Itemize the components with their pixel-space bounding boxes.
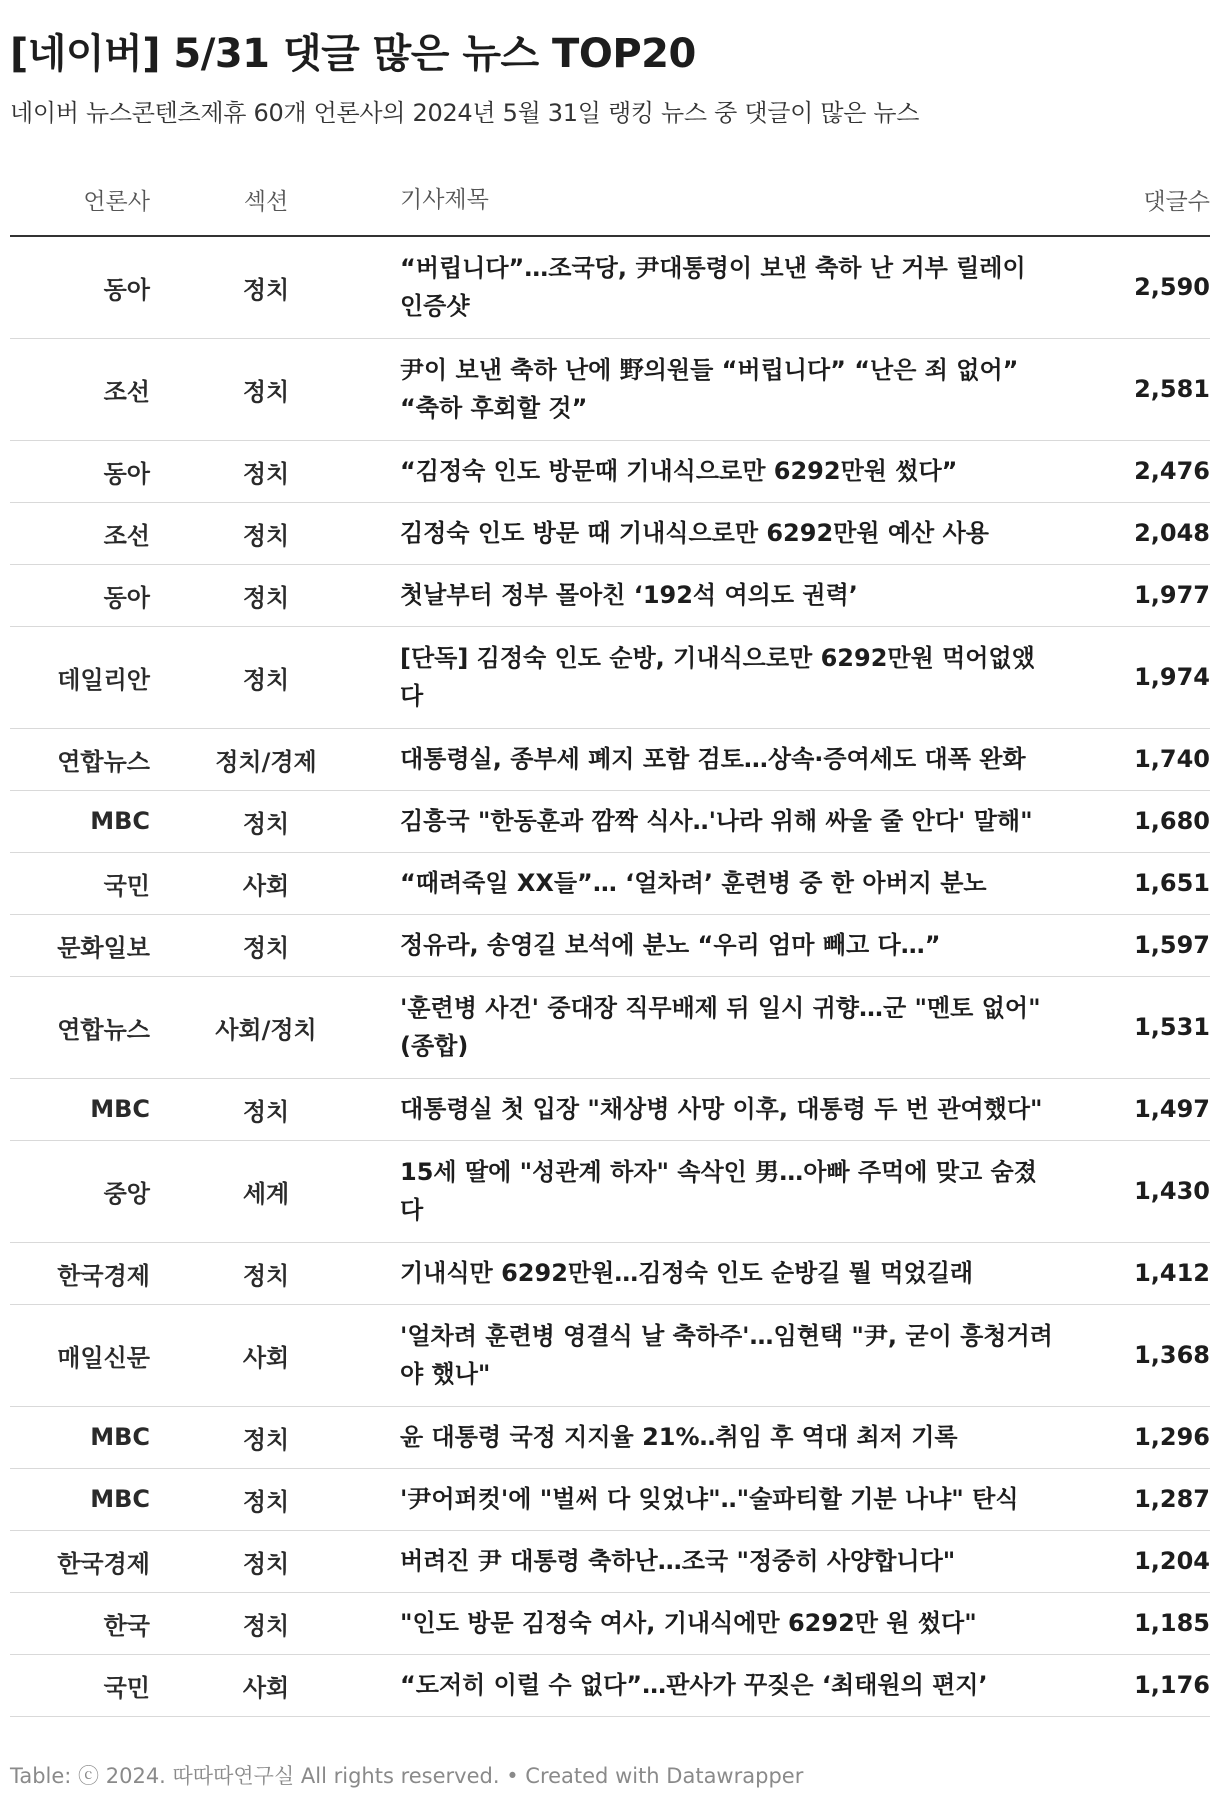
cell-headline-text: [단독] 김정숙 인도 순방, 기내식으로만 6292만원 먹어없앴다 [400,644,1035,710]
cell-comments-text: 2,476 [1134,457,1210,485]
cell-comments [1077,790,1210,852]
cell-publisher-text: 동아 [103,275,150,304]
cell-headline [382,1530,1077,1592]
cell-comments-text: 1,597 [1134,931,1210,959]
table-row [10,338,1210,440]
cell-headline [382,1304,1077,1406]
cell-headline [382,502,1077,564]
cell-comments [1077,914,1210,976]
table-row [10,1530,1210,1592]
cell-section [150,626,382,728]
column-header-headline[interactable]: 기사제목 [382,170,1077,236]
cell-section-text: 정치 [242,809,290,838]
cell-headline-text: 尹이 보낸 축하 난에 野의원들 “버립니다” “난은 죄 없어” “축하 후회할 것” [400,356,1019,422]
cell-publisher-text: MBC [90,1423,150,1451]
cell-publisher [10,564,150,626]
cell-headline [382,1654,1077,1716]
cell-section-text: 사회 [242,1673,290,1702]
cell-publisher [10,914,150,976]
cell-comments-text: 1,176 [1134,1671,1210,1699]
cell-section-text: 정치 [242,1549,290,1578]
cell-section [150,440,382,502]
cell-section [150,728,382,790]
cell-comments-text: 1,287 [1134,1485,1210,1513]
cell-publisher-text: 조선 [103,377,150,406]
page-subtitle: 네이버 뉴스콘텐츠제휴 60개 언론사의 2024년 5월 31일 랭킹 뉴스 중 댓글이 많은 뉴스 [10,99,920,127]
cell-comments-text: 1,740 [1134,745,1210,773]
cell-publisher-text: MBC [90,807,150,835]
cell-publisher-text: 국민 [103,871,150,900]
cell-publisher [10,852,150,914]
cell-comments-text: 1,368 [1134,1341,1210,1369]
table-row [10,1468,1210,1530]
cell-headline [382,338,1077,440]
cell-publisher-text: 동아 [103,459,150,488]
cell-section-text: 정치 [242,1611,290,1640]
table-row [10,1242,1210,1304]
table-row [10,914,1210,976]
cell-headline [382,564,1077,626]
cell-publisher-text: 중앙 [103,1179,150,1208]
cell-headline-text: 정유라, 송영길 보석에 분노 “우리 엄마 빼고 다…” [400,931,941,959]
cell-publisher-text: 데일리안 [57,665,150,694]
cell-section-text: 정치 [242,665,290,694]
cell-comments-text: 2,048 [1134,519,1210,547]
cell-publisher [10,728,150,790]
table-row [10,1406,1210,1468]
cell-publisher [10,440,150,502]
table-row [10,626,1210,728]
cell-headline [382,626,1077,728]
cell-section-text: 정치 [242,1487,290,1516]
cell-headline [382,790,1077,852]
cell-headline [382,1468,1077,1530]
cell-comments-text: 1,296 [1134,1423,1210,1451]
cell-comments-text: 1,204 [1134,1547,1210,1575]
cell-comments [1077,1654,1210,1716]
cell-comments-text: 1,680 [1134,807,1210,835]
table-row [10,502,1210,564]
cell-section [150,1654,382,1716]
cell-headline-text: '尹어퍼컷'에 "벌써 다 잊었냐"‥"술파티할 기분 나냐" 탄식 [400,1485,1019,1513]
table-row [10,1078,1210,1140]
cell-comments [1077,440,1210,502]
cell-publisher-text: 매일신문 [57,1343,150,1372]
footer-source: Table: ⓒ 2024. 따따따연구실 All rights reserved. [10,1764,500,1788]
cell-comments-text: 1,531 [1134,1013,1210,1041]
cell-section [150,852,382,914]
page-title: [네이버] 5/31 댓글 많은 뉴스 TOP20 [10,31,696,77]
cell-publisher [10,1406,150,1468]
cell-headline-text: 15세 딸에 "성관계 하자" 속삭인 男…아빠 주먹에 맞고 숨졌다 [400,1158,1037,1224]
table-row [10,1592,1210,1654]
cell-publisher-text: 조선 [103,521,150,550]
cell-publisher-text: MBC [90,1485,150,1513]
cell-comments [1077,728,1210,790]
cell-section-text: 사회 [242,871,290,900]
cell-headline [382,440,1077,502]
cell-publisher-text: 연합뉴스 [57,747,150,776]
cell-section-text: 정치 [242,275,290,304]
cell-publisher-text: MBC [90,1095,150,1123]
cell-headline [382,1242,1077,1304]
cell-section-text: 정치 [242,583,290,612]
cell-headline-text: '얼차려 훈련병 영결식 날 축하주'…임현택 "尹, 굳이 흥청거려야 했나" [400,1322,1053,1388]
cell-publisher [10,1530,150,1592]
cell-comments-text: 1,651 [1134,869,1210,897]
table-header-row [10,170,1210,236]
cell-headline [382,852,1077,914]
cell-publisher [10,1592,150,1654]
cell-comments-text: 1,497 [1134,1095,1210,1123]
cell-headline-text: '훈련병 사건' 중대장 직무배제 뒤 일시 귀향…군 "멘토 없어"(종합) [400,994,1041,1060]
cell-section [150,1078,382,1140]
cell-headline-text: 버려진 尹 대통령 축하난…조국 "정중히 사양합니다" [400,1547,956,1575]
cell-headline [382,1406,1077,1468]
cell-headline-text: “버립니다”…조국당, 尹대통령이 보낸 축하 난 거부 릴레이 인증샷 [400,254,1026,321]
cell-publisher-text: 동아 [103,583,150,612]
cell-comments [1077,1140,1210,1242]
cell-section [150,1242,382,1304]
cell-comments-text: 1,185 [1134,1609,1210,1637]
cell-publisher [10,236,150,338]
cell-publisher [10,1078,150,1140]
cell-comments [1077,1592,1210,1654]
cell-publisher [10,1468,150,1530]
cell-headline-text: 대통령실 첫 입장 "채상병 사망 이후, 대통령 두 번 관여했다" [400,1095,1043,1123]
cell-publisher [10,502,150,564]
cell-comments [1077,626,1210,728]
cell-headline-text: 첫날부터 정부 몰아친 ‘192석 여의도 권력’ [400,581,858,609]
cell-section [150,1304,382,1406]
comments-table [10,170,1210,1717]
table-body [10,236,1210,1716]
cell-section-text: 정치 [242,1425,290,1454]
cell-comments [1077,976,1210,1078]
cell-headline [382,236,1077,338]
cell-publisher-text: 문화일보 [57,933,150,962]
table-row [10,440,1210,502]
cell-publisher-text: 연합뉴스 [57,1015,150,1044]
column-header-comments[interactable]: 댓글수 [1077,170,1210,236]
cell-headline [382,1140,1077,1242]
column-header-section[interactable]: 섹션 [150,170,382,236]
cell-publisher [10,1242,150,1304]
cell-section [150,1140,382,1242]
cell-comments [1077,338,1210,440]
cell-headline-text: 김흥국 "한동훈과 깜짝 식사‥'나라 위해 싸울 줄 안다' 말해" [400,807,1033,835]
cell-section-text: 정치 [242,459,290,488]
cell-comments [1077,852,1210,914]
cell-headline-text: 기내식만 6292만원…김정숙 인도 순방길 뭘 먹었길래 [400,1259,974,1287]
cell-comments [1077,1242,1210,1304]
table-row [10,852,1210,914]
cell-section [150,502,382,564]
cell-section [150,1468,382,1530]
cell-headline-text: “도저히 이럴 수 없다”…판사가 꾸짖은 ‘최태원의 편지’ [400,1671,988,1699]
cell-publisher [10,338,150,440]
table-row [10,976,1210,1078]
table-row [10,1304,1210,1406]
cell-comments [1077,564,1210,626]
cell-headline-text: "인도 방문 김정숙 여사, 기내식에만 6292만 원 썼다" [400,1609,977,1637]
cell-publisher-text: 한국 [103,1611,150,1640]
cell-section-text: 정치 [242,1097,290,1126]
cell-section-text: 정치 [242,521,290,550]
cell-section [150,1530,382,1592]
cell-comments-text: 1,412 [1134,1259,1210,1287]
cell-section [150,914,382,976]
cell-section [150,236,382,338]
cell-section [150,564,382,626]
cell-section [150,1406,382,1468]
cell-headline [382,1078,1077,1140]
column-header-publisher[interactable]: 언론사 [10,170,150,236]
table-row [10,236,1210,338]
cell-comments-text: 1,977 [1134,581,1210,609]
cell-section-text: 정치 [242,377,290,406]
cell-comments-text: 1,974 [1134,663,1210,691]
cell-section-text: 정치 [242,1261,290,1290]
cell-comments-text: 1,430 [1134,1177,1210,1205]
table-row [10,728,1210,790]
cell-publisher [10,976,150,1078]
cell-comments [1077,1530,1210,1592]
table-row [10,790,1210,852]
cell-publisher [10,1304,150,1406]
cell-section [150,1592,382,1654]
cell-section [150,338,382,440]
table-row [10,564,1210,626]
cell-headline-text: 윤 대통령 국정 지지율 21%‥취임 후 역대 최저 기록 [400,1423,958,1451]
cell-publisher-text: 국민 [103,1673,150,1702]
cell-headline [382,976,1077,1078]
cell-comments-text: 2,581 [1134,375,1210,403]
cell-comments [1077,236,1210,338]
cell-publisher [10,1140,150,1242]
cell-comments [1077,1468,1210,1530]
cell-comments [1077,1078,1210,1140]
footer-created-with: • Created with Datawrapper [506,1764,804,1788]
cell-publisher [10,790,150,852]
cell-headline [382,728,1077,790]
cell-section [150,976,382,1078]
cell-headline-text: “때려죽일 XX들”… ‘얼차려’ 훈련병 중 한 아버지 분노 [400,869,987,897]
cell-section [150,790,382,852]
cell-headline-text: “김정숙 인도 방문때 기내식으로만 6292만원 썼다” [400,457,958,485]
cell-comments [1077,1406,1210,1468]
cell-section-text: 세계 [242,1179,290,1208]
cell-headline-text: 김정숙 인도 방문 때 기내식으로만 6292만원 예산 사용 [400,519,989,547]
cell-headline-text: 대통령실, 종부세 폐지 포함 검토…상속·증여세도 대폭 완화 [400,745,1026,773]
cell-publisher [10,1654,150,1716]
cell-section-text: 정치/경제 [215,747,317,776]
cell-publisher-text: 한국경제 [57,1549,150,1578]
cell-section-text: 사회/정치 [215,1015,317,1044]
cell-comments [1077,1304,1210,1406]
cell-publisher-text: 한국경제 [57,1261,150,1290]
cell-publisher [10,626,150,728]
footer [10,1760,803,1790]
table-row [10,1140,1210,1242]
cell-comments-text: 2,590 [1134,273,1210,302]
cell-comments [1077,502,1210,564]
cell-section-text: 정치 [242,933,290,962]
cell-headline [382,914,1077,976]
cell-headline [382,1592,1077,1654]
cell-section-text: 사회 [242,1343,290,1372]
table-row [10,1654,1210,1716]
